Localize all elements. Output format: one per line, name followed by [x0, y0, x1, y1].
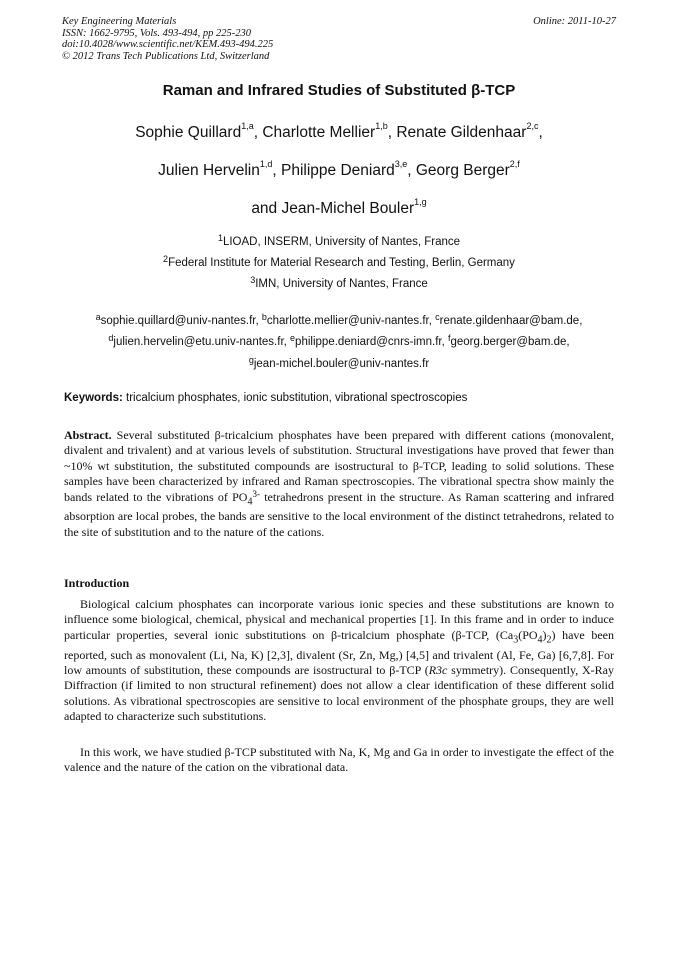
email-address[interactable]: sophie.quillard@univ-nantes.fr: [100, 315, 256, 327]
subscript: 4: [247, 496, 253, 508]
email-sup: g: [248, 355, 254, 365]
paragraph-text: Biological calcium phosphates can incorporate various ionic species and these substitutions are known to influence some biological, chemical, physical and mechanical properties [1]. In this frame and in order to induce particular properties, several ionic substitutions on β-tricalcium phosphate (β-TCP, (Ca: [64, 597, 614, 642]
email-sep: ,: [441, 336, 448, 348]
paragraph-text: symmetry). Consequently, X-Ray Diffraction (if limited to non structural refinement) does not allow a clear identification of these different solid solutions. As vibrational spectroscopies are sensitive to local environment of the phosphate groups, they are well adapted to characterize such substitutions.: [64, 663, 614, 724]
affiliation-sup: 1: [217, 233, 223, 243]
intro-paragraph-2: [64, 745, 614, 776]
author-sep: ,: [538, 124, 543, 141]
author-name: Jean-Michel Bouler: [281, 200, 415, 217]
author-sep: ,: [387, 124, 397, 141]
email-address[interactable]: julien.hervelin@etu.univ-nantes.fr: [113, 336, 284, 348]
paragraph-text: ): [542, 627, 547, 642]
email-sup: a: [95, 312, 101, 322]
email-sup: f: [447, 333, 451, 343]
intro-paragraph-1: [64, 597, 614, 725]
email-sep: ,: [283, 336, 291, 348]
emails-line-1: [0, 312, 678, 327]
author-name: Charlotte Mellier: [262, 124, 376, 141]
author-sup: 2,c: [526, 121, 539, 131]
author-sup: 1,a: [241, 121, 254, 131]
email-address[interactable]: jean-michel.bouler@univ-nantes.fr: [253, 358, 430, 370]
symmetry-group: R3c: [428, 663, 448, 678]
emails-line-2: [0, 333, 678, 348]
author-sup: 1,d: [259, 159, 273, 169]
affiliation-sup: 3: [250, 275, 256, 285]
paragraph-text: ) have been reported, such as monovalent (Li, Na, K) [2,3], divalent (Sr, Zn, Mg,) [4,5] and trivalent (Al, Fe, Ga) [6,7,8]. For low amounts of substitution, these compounds are isostructural to β-TCP (: [64, 627, 614, 678]
abstract-label: Abstract.: [64, 428, 112, 442]
emails-line-3: [0, 355, 678, 370]
author-prefix: and: [251, 200, 282, 217]
affiliation-text: IMN, University of Nantes, France: [255, 278, 428, 290]
authors-line-1: [0, 121, 678, 142]
journal-name: Key Engineering Materials: [62, 16, 177, 27]
email-sup: d: [108, 333, 114, 343]
author-name: Georg Berger: [415, 162, 510, 179]
copyright: © 2012 Trans Tech Publications Ltd, Switzerland: [62, 50, 270, 62]
abstract: [64, 428, 614, 540]
superscript: 3-: [252, 488, 260, 499]
author-sep: ,: [272, 162, 281, 179]
email-sep: ,: [566, 336, 570, 348]
affiliation-2: [0, 254, 678, 269]
author-sup: 1,g: [414, 197, 427, 207]
email-address[interactable]: georg.berger@bam.de: [450, 336, 567, 348]
abstract-text: tetrahedrons present in the structure. As Raman scattering and infrared absorption are local probes, the bands are sensitive to the local environment of the distinct tetrahedrons, related to the site of substitution and to the nature of the cations.: [64, 489, 614, 539]
affiliation-text: Federal Institute for Material Research and Testing, Berlin, Germany: [168, 257, 515, 269]
email-sup: c: [435, 312, 440, 322]
email-address[interactable]: philippe.deniard@cnrs-imn.fr: [295, 336, 442, 348]
email-sup: b: [261, 312, 267, 322]
journal-header: [62, 16, 616, 62]
email-sep: ,: [255, 315, 262, 327]
online-date: Online: 2011-10-27: [533, 16, 616, 27]
author-sup: 3,e: [394, 159, 408, 169]
author-name: Sophie Quillard: [135, 124, 242, 141]
keywords-label: Keywords:: [64, 392, 123, 404]
authors-line-3: [0, 197, 678, 218]
affiliation-1: [0, 233, 678, 248]
abstract-text: Several substituted β-tricalcium phosphates have been prepared with different cations (monovalent, divalent and trivalent) and at various levels of substitution. Structural investigations have proved that fewer than ~10% wt substitution, the substituted compounds are isostructural to β-TCP, leading to solid solutions. These samples have been characterized by infrared and Raman spectroscopies. The vibrational spectra show mainly the bands related to the vibrations of PO: [64, 428, 614, 504]
keywords-text: tricalcium phosphates, ionic substitution, vibrational spectroscopies: [126, 392, 468, 404]
author-sep: ,: [407, 162, 416, 179]
paper-title: Raman and Infrared Studies of Substituted β-TCP: [162, 82, 516, 99]
subscript: 2: [546, 634, 552, 646]
email-sep: ,: [428, 315, 436, 327]
subscript: 3: [513, 634, 519, 646]
author-name: Renate Gildenhaar: [396, 124, 527, 141]
affiliation-3: [0, 275, 678, 290]
subscript: 4: [537, 634, 543, 646]
author-name: Philippe Deniard: [280, 162, 395, 179]
section-title-introduction: Introduction: [64, 576, 130, 590]
email-address[interactable]: charlotte.mellier@univ-nantes.fr: [266, 315, 429, 327]
author-name: Julien Hervelin: [158, 162, 260, 179]
author-sup: 2,f: [509, 159, 520, 169]
doi: doi:10.4028/www.scientific.net/KEM.493-494.225: [62, 39, 274, 50]
paragraph-text: (PO: [518, 627, 538, 642]
email-sup: e: [290, 333, 296, 343]
affiliation-sup: 2: [163, 254, 169, 264]
email-address[interactable]: renate.gildenhaar@bam.de: [439, 315, 580, 327]
keywords: [64, 392, 467, 404]
affiliation-text: LIOAD, INSERM, University of Nantes, France: [222, 236, 461, 248]
authors-line-2: [0, 159, 678, 180]
email-sep: ,: [579, 315, 583, 327]
author-sep: ,: [253, 124, 263, 141]
author-sup: 1,b: [375, 121, 388, 131]
paragraph-text: In this work, we have studied β-TCP substituted with Na, K, Mg and Ga in order to investigate the effect of the valence and the nature of the cation on the vibrational data.: [64, 745, 614, 775]
issn: ISSN: 1662-9795, Vols. 493-494, pp 225-230: [62, 27, 251, 39]
